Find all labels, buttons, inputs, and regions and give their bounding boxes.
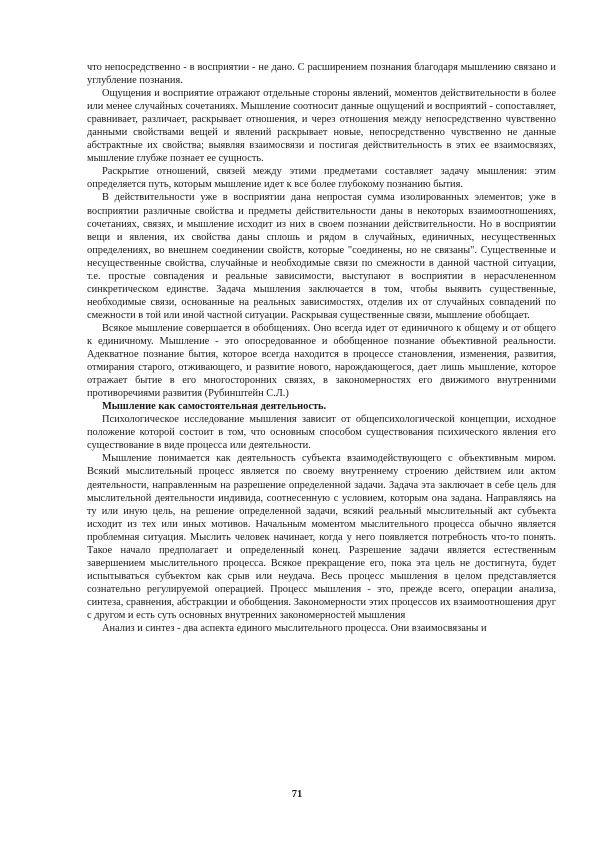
- paragraph: Мышление понимается как деятельность субъекта взаимодействующего с объективным миром. Всякий мыслительный процесс является по своему внутреннему строению действием или актом деятельности, направленным на разрешение определенной задачи. Задача эта заключает в себе цель для мыслительной деятельности индивида, соотнесенную с условием, которым она задана. Направляясь на ту или иную цель, на решение определенной задачи, всякий реальный мыслительный акт субъекта исходит из тех или иных мотивов. Начальным моментом мыслительного процесса обычно является проблемная ситуация. Мыслить человек начинает, когда у него появляется потребность что-то понять. Такое начало предполагает и определенный конец. Разрешение задачи является естественным завершением мыслительного процесса. Всякое прекращение его, пока эта цель не достигнута, будет испытываться субъектом как срыв или неудача. Весь процесс мышления в целом представляется сознательно регулируемой операцией. Процесс мышления - это, прежде всего, операции анализа, синтеза, сравнения, абстракции и обобщения. Закономерности этих процессов их взаимоотношения друг с другом и есть суть основных внутренних закономерностей мышления: [87, 453, 556, 621]
- paragraph: Ощущения и восприятие отражают отдельные стороны явлений, моментов действительности в более или менее случайных сочетаниях. Мышление соотносит данные ощущений и восприятий - сопоставляет, сравнивает, различает, раскрывает отношения, и через отношения между непосредственно чувственно данными свойствами вещей и явлений раскрывает новые, непосредственно чувственно не данные абстрактные их свойства; выявляя взаимосвязи и постигая действительность в этих ее взаимосвязях, мышление глубже познает ее сущность.: [87, 88, 556, 165]
- page-body: [87, 61, 556, 635]
- paragraph: В действительности уже в восприятии дана непростая сумма изолированных элементов; уже в восприятии различные свойства и предметы действительности даны в некоторых взаимоотношениях, сочетаниях, связях, и мышление исходит из них в своем познании действительности. Но в восприятии вещи и явления, их свойства даны сплошь и рядом в случайных, единичных, несущественных определениях, во внешнем соединении свойств, которые "соединены, но не связаны". Существенные и несущественные свойства, случайные и необходимые связи по смежности в данной частной ситуации, т.е. простые совпадения и реальные зависимости, выступают в восприятии в нерасчлененном синкретическом единстве. Задача мышления заключается в том, чтобы выявить существенные, необходимые связи, основанные на реальных зависимостях, отделив их от случайных совпадений по смежности в той или иной частной ситуации. Раскрывая существенные связи, мышление обобщает.: [87, 192, 556, 321]
- paragraph: что непосредственно - в восприятии - не дано. С расширением познания благодаря мышлению связано и углубление познания.: [87, 62, 556, 87]
- paragraph: Психологическое исследование мышления зависит от общепсихологической концепции, исходное положение которой состоит в том, что основным способом существования психического явления его существование в виде процесса или деятельности.: [87, 414, 556, 452]
- paragraph: Всякое мышление совершается в обобщениях. Оно всегда идет от единичного к общему и от общего к единичному. Мышление - это опосредованное и обобщенное познание объективной реальности. Адекватное познание бытия, которое всегда находится в процессе становления, изменения, развития, отмирания старого, отживающего, и развитие нового, нарождающегося, дает лишь мышление, которое отражает бытие в его многосторонних связях, в закономерностях его движимого внутренними противоречиями развития (Рубинштейн С.Л.): [87, 322, 556, 400]
- page-number: 71: [291, 789, 303, 800]
- section-heading: Мышление как самостоятельная деятельность.: [102, 401, 327, 413]
- paragraph: Анализ и синтез - два аспекта единого мыслительного процесса. Они взаимосвязаны и: [102, 623, 487, 635]
- paragraph: Раскрытие отношений, связей между этими предметами составляет задачу мышления: этим определяется путь, которым мышление идет к все более глубокому познанию бытия.: [87, 166, 556, 191]
